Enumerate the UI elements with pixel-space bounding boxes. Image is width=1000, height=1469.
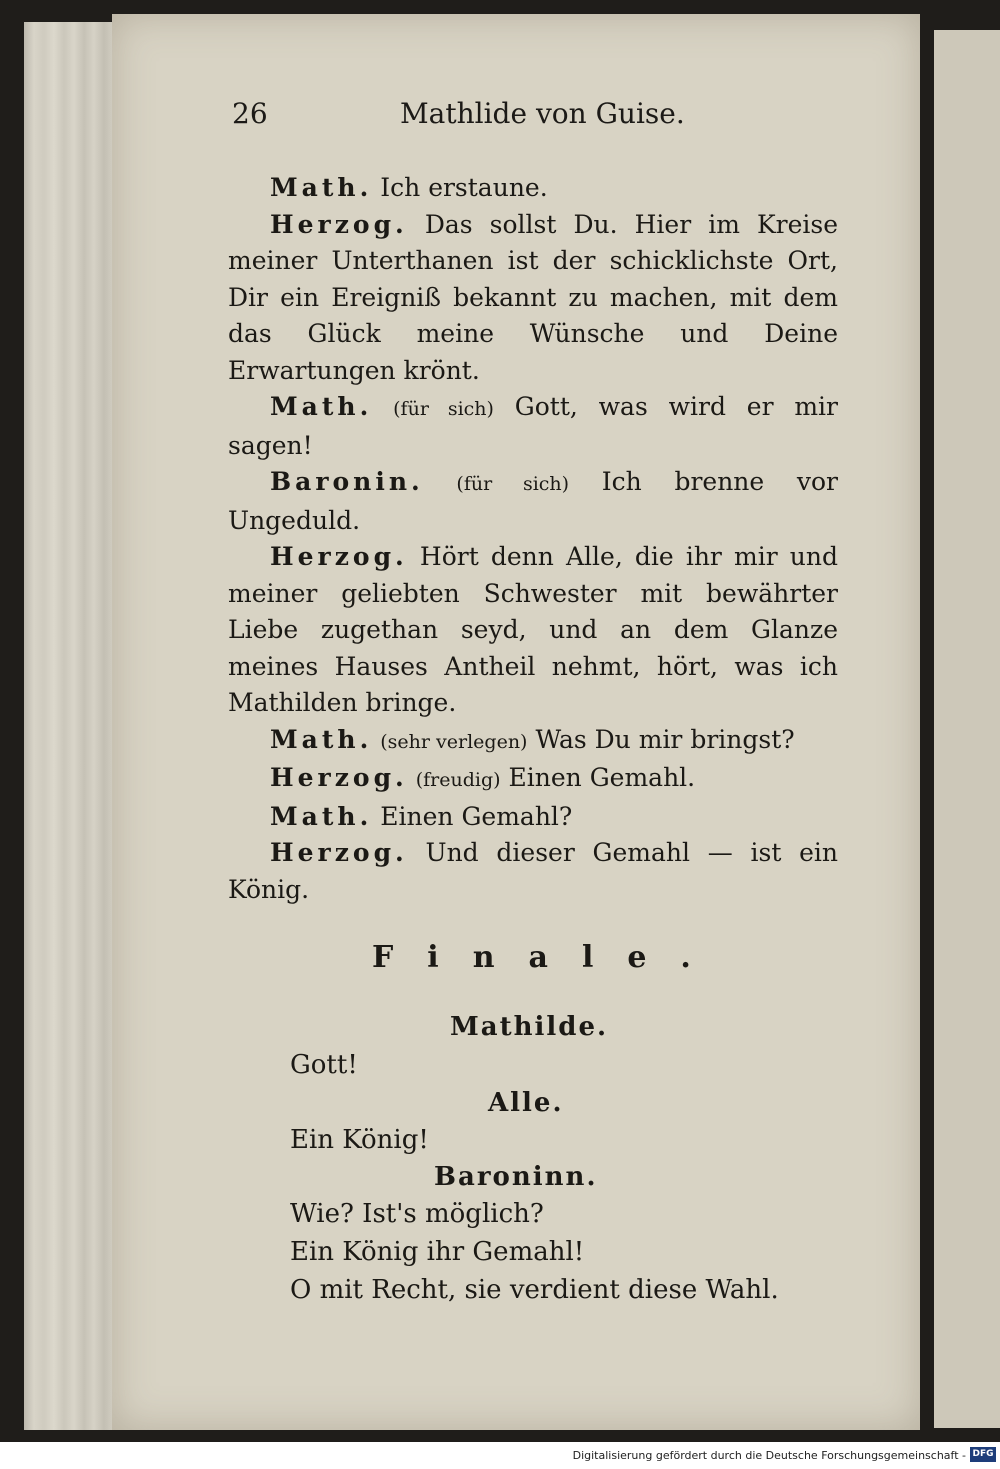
speaker-name: Herzog. [270, 542, 408, 571]
sung-line: Wie? Ist's möglich? [290, 1199, 544, 1229]
dialogue-block [228, 170, 838, 908]
footer-credit: Digitalisierung gefördert durch die Deutsche Forschungsgemeinschaft - [572, 1449, 966, 1462]
dialogue-text: Ich brenne vor Ungeduld. [228, 467, 838, 535]
stage-direction: (freudig) [415, 769, 501, 791]
facing-page-edge [934, 30, 1000, 1428]
dialogue-text: Einen Gemahl. [508, 763, 696, 792]
speaker-name: Herzog. [270, 763, 408, 792]
dialogue-text: Gott, was wird er mir sagen! [228, 392, 838, 460]
speaker-name: Herzog. [270, 209, 408, 239]
dialogue-paragraph [228, 207, 838, 390]
speaker-name: Math. [270, 392, 373, 421]
sung-line: Ein König ihr Gemahl! [290, 1237, 585, 1267]
speaker-name: Math. [270, 801, 373, 831]
page-edges [24, 22, 124, 1430]
sung-line: O mit Recht, sie verdient diese Wahl. [290, 1275, 779, 1305]
speaker-name: Math. [270, 724, 373, 754]
dialogue-paragraph [228, 170, 838, 207]
dialogue-text: Hört denn Alle, die ihr mir und meiner geliebten Schwester mit bewährter Liebe zugethan seyd, und an dem Glanze meines Hauses Antheil nehmt, hört, was ich Mathilden bringe. [228, 542, 838, 717]
running-title: Mathlide von Guise. [400, 97, 685, 130]
sung-line: Gott! [290, 1050, 358, 1080]
dfg-logo: DFG [970, 1447, 996, 1462]
dialogue-text: Was Du mir bringst? [535, 724, 795, 754]
page-number: 26 [232, 97, 268, 130]
finale-heading: Finale. [372, 940, 725, 975]
dialogue-text: Das sollst Du. Hier im Kreise meiner Unterthanen ist der schicklichste Ort, Dir ein Ereigniß bekannt zu machen, mit dem das Glück meine Wünsche und Deine Erwartungen krönt. [228, 209, 839, 385]
dialogue-text: Ich erstaune. [380, 173, 548, 202]
sung-line: Ein König! [290, 1125, 429, 1155]
dialogue-paragraph [228, 799, 838, 836]
dialogue-paragraph [228, 760, 838, 799]
dialogue-paragraph [228, 835, 838, 908]
stage-direction: (für sich) [393, 398, 494, 420]
dialogue-text: Einen Gemahl? [380, 801, 573, 831]
role-alle: Alle. [488, 1088, 564, 1118]
role-baronin: Baroninn. [434, 1162, 598, 1192]
stage-direction: (sehr verlegen) [380, 730, 528, 753]
speaker-name: Baronin. [270, 467, 424, 496]
speaker-name: Math. [270, 173, 373, 202]
dialogue-paragraph [228, 389, 838, 464]
dialogue-paragraph [228, 539, 838, 722]
dialogue-paragraph [228, 722, 838, 761]
dialogue-paragraph [228, 464, 838, 539]
stage-direction: (für sich) [456, 473, 570, 495]
speaker-name: Herzog. [270, 838, 408, 867]
dialogue-text: Und dieser Gemahl — ist ein König. [228, 838, 839, 904]
role-mathilde: Mathilde. [450, 1012, 609, 1042]
